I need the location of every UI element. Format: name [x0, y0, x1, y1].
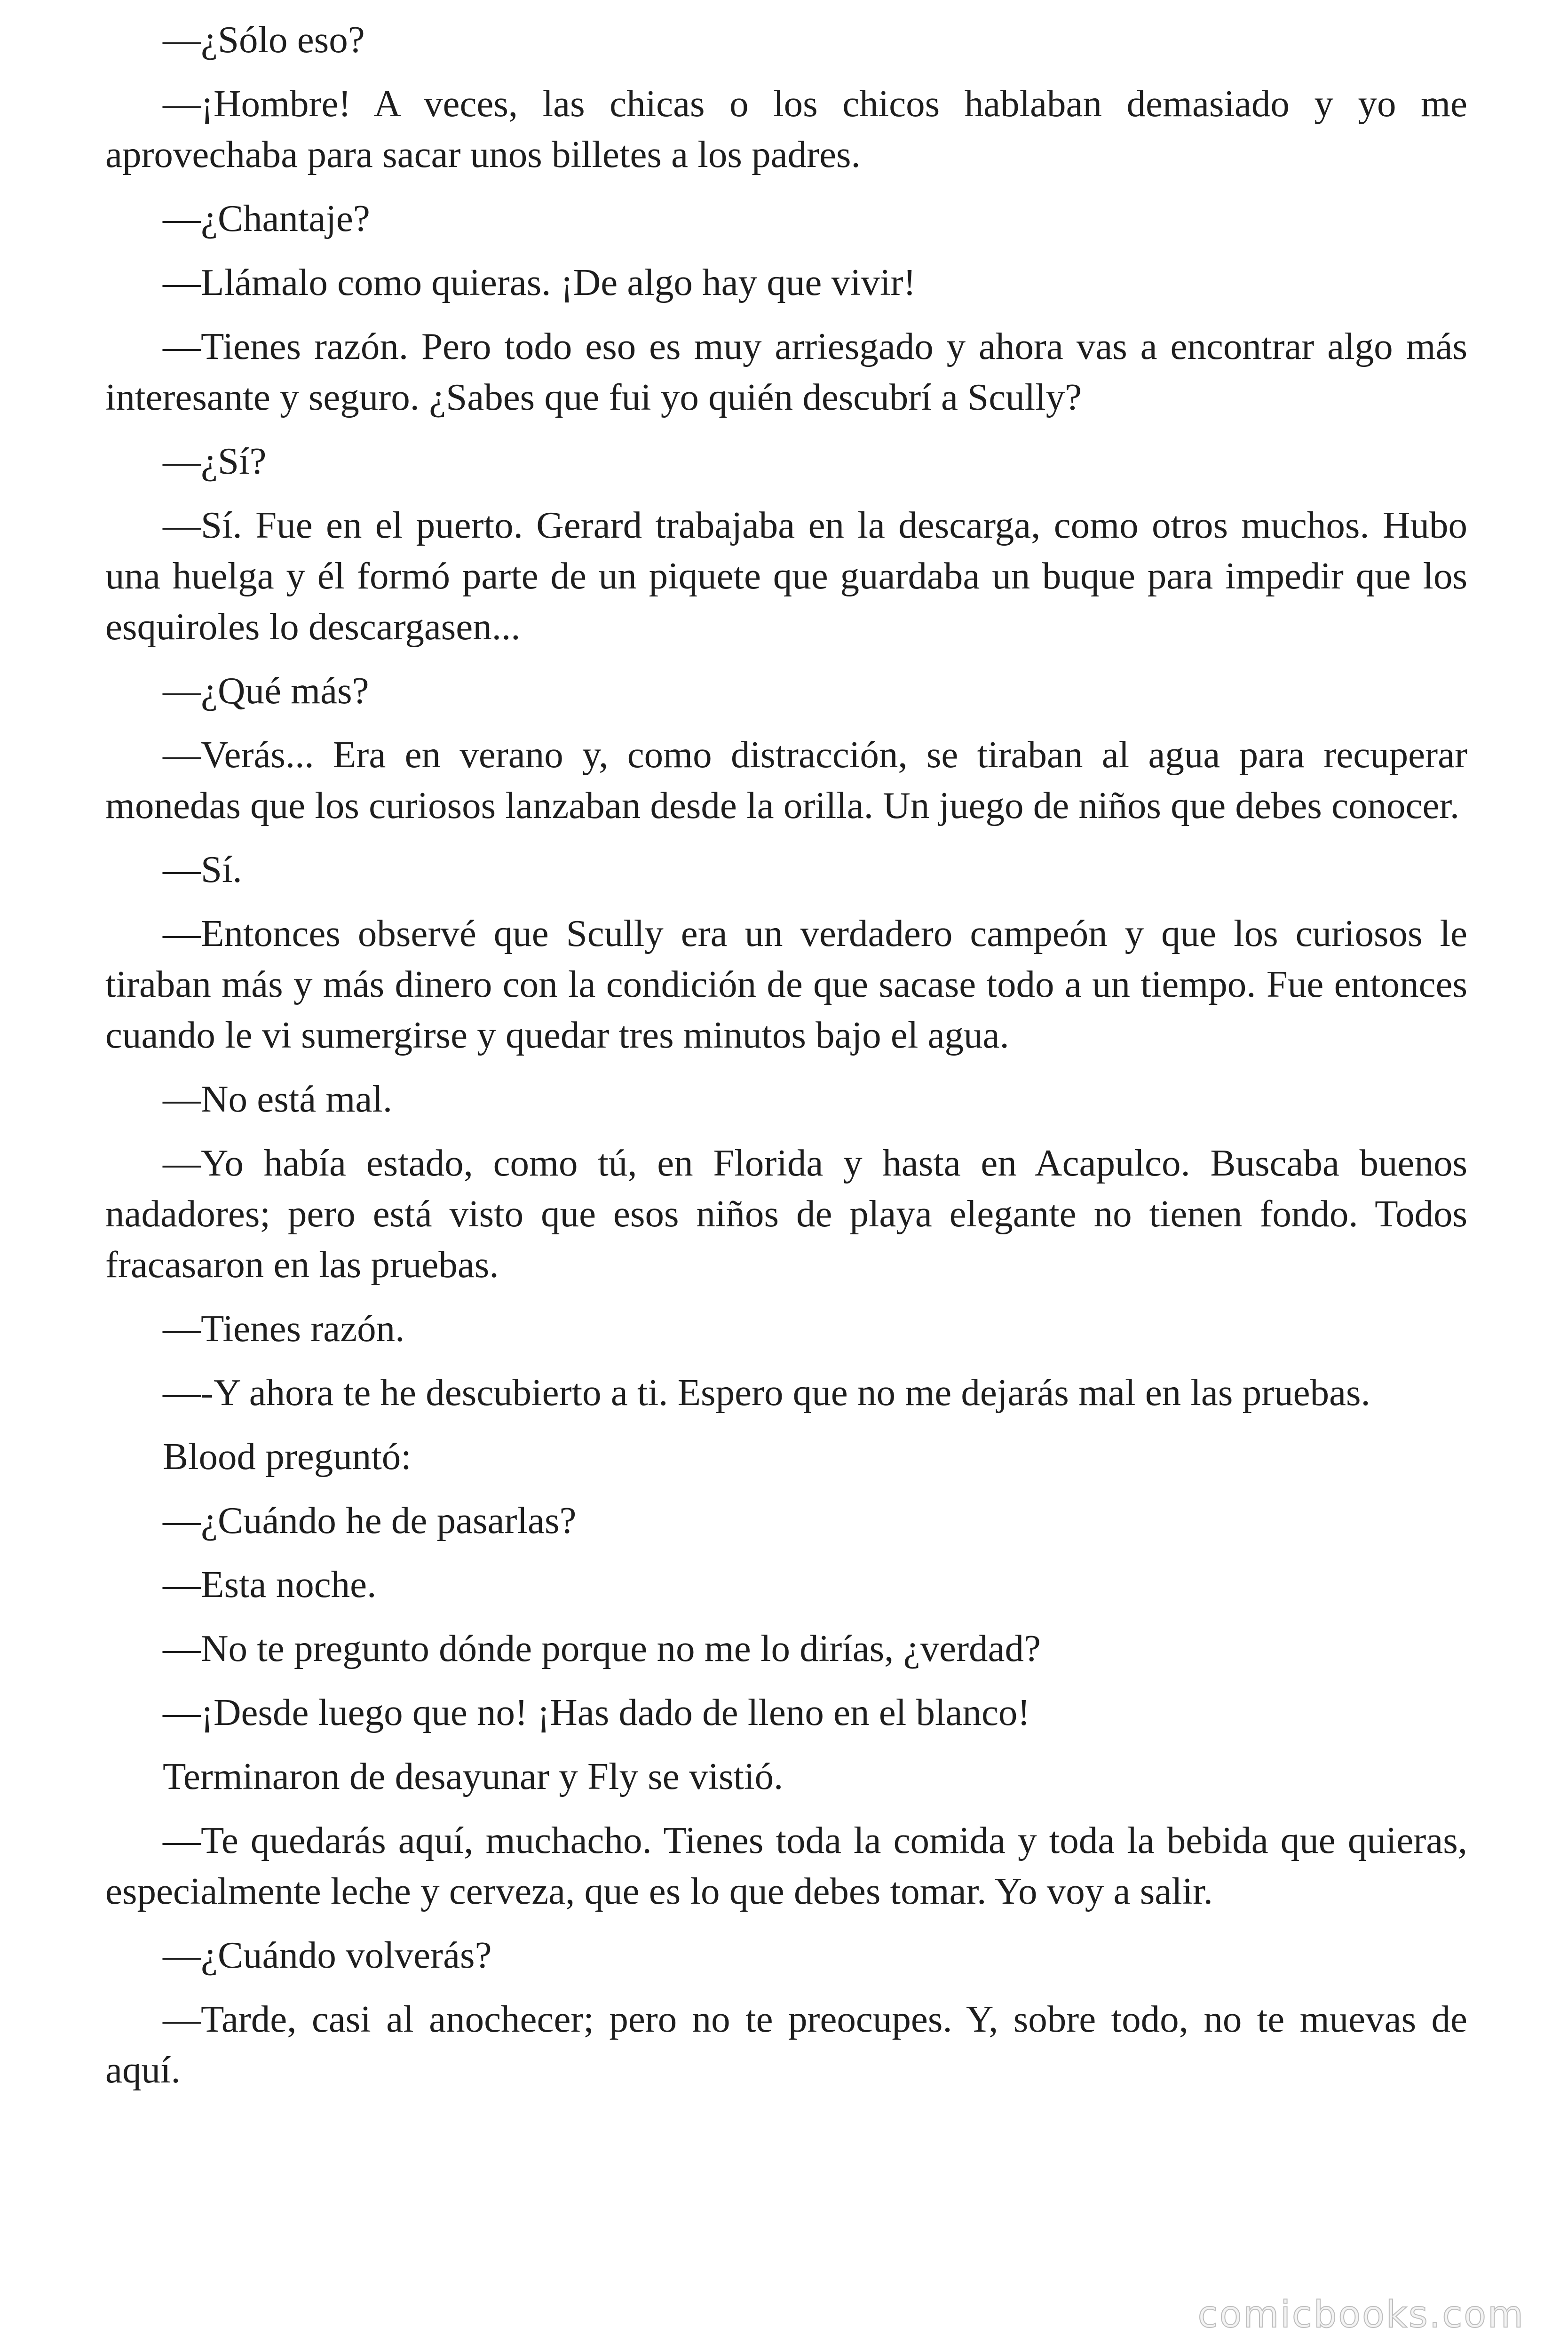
paragraph: —Tienes razón.	[163, 1307, 405, 1350]
paragraph: —Te quedarás aquí, muchacho. Tienes toda la comida y toda la bebida que quieras, especialmente leche y cerveza, que es lo que debes tomar. Yo voy a salir.	[105, 1819, 1467, 1912]
watermark-logo: comicbooks.com	[1197, 2294, 1525, 2336]
paragraph: —¿Sí?	[163, 440, 267, 482]
paragraph: —-Y ahora te he descubierto a ti. Espero que no me dejarás mal en las pruebas.	[163, 1371, 1370, 1414]
paragraph: Terminaron de desayunar y Fly se vistió.	[163, 1755, 784, 1797]
paragraph: Blood preguntó:	[163, 1435, 412, 1478]
paragraph: —Tienes razón. Pero todo eso es muy arriesgado y ahora vas a encontrar algo más interesante y seguro. ¿Sabes que fui yo quién descubrí a Scully?	[105, 325, 1467, 418]
paragraph: —Sí. Fue en el puerto. Gerard trabajaba en la descarga, como otros muchos. Hubo una huelga y él formó parte de un piquete que guardaba un buque para impedir que los esquiroles lo descargasen...	[105, 504, 1467, 648]
paragraph: —¡Desde luego que no! ¡Has dado de lleno en el blanco!	[163, 1691, 1030, 1733]
paragraph: —¿Qué más?	[163, 669, 369, 712]
paragraph: —No te pregunto dónde porque no me lo dirías, ¿verdad?	[163, 1627, 1041, 1669]
paragraph: —Sí.	[163, 848, 242, 890]
paragraph: —¿Cuándo volverás?	[163, 1934, 492, 1976]
paragraph: —Entonces observé que Scully era un verdadero campeón y que los curiosos le tiraban más y más dinero con la condición de que sacase todo a un tiempo. Fue entonces cuando le vi sumergirse y quedar tres minutos bajo el agua.	[105, 912, 1467, 1056]
paragraph: —¿Sólo eso?	[163, 18, 365, 61]
paragraph: —No está mal.	[163, 1078, 393, 1120]
book-page-text	[105, 14, 1467, 2108]
paragraph: —Esta noche.	[163, 1563, 377, 1605]
paragraph: —Verás... Era en verano y, como distracción, se tiraban al agua para recuperar monedas que los curiosos lanzaban desde la orilla. Un juego de niños que debes conocer.	[105, 733, 1467, 826]
paragraph: —¿Cuándo he de pasarlas?	[163, 1499, 577, 1542]
paragraph: —¿Chantaje?	[163, 197, 370, 239]
paragraph: —Tarde, casi al anochecer; pero no te preocupes. Y, sobre todo, no te muevas de aquí.	[105, 1998, 1467, 2091]
paragraph: —Llámalo como quieras. ¡De algo hay que vivir!	[163, 261, 916, 303]
paragraph: —Yo había estado, como tú, en Florida y hasta en Acapulco. Buscaba buenos nadadores; pero está visto que esos niños de playa elegante no tienen fondo. Todos fracasaron en las pruebas.	[105, 1142, 1467, 1286]
paragraph: —¡Hombre! A veces, las chicas o los chicos hablaban demasiado y yo me aprovechaba para sacar unos billetes a los padres.	[105, 82, 1467, 175]
